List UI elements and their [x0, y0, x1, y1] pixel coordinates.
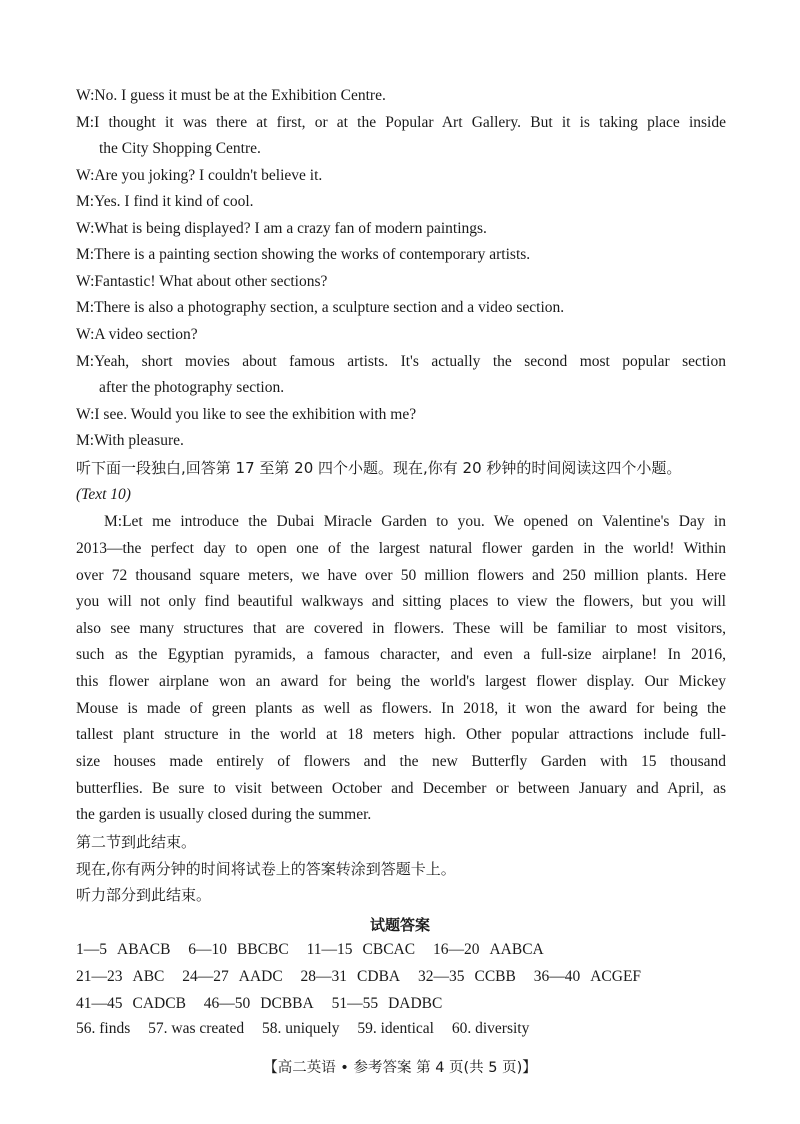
answer-group: 1—5 ABACB [76, 941, 171, 958]
answer-group: 21—23 ABC [76, 968, 165, 985]
dialogue-line: W:Fantastic! What about other sections? [76, 273, 328, 290]
dialogue-line: M:I thought it was there at first, or at the Popular Art Gallery. But it is taking place inside [76, 114, 726, 131]
fill-answer-row [76, 1020, 543, 1038]
monologue-line: also see many structures that are covered in flowers. These will be familiar to most visitors, [76, 620, 726, 637]
monologue-line: such as the Egyptian pyramids, a famous character, and even a full-size airplane! In 2016, [76, 646, 726, 663]
page-footer: 【高二英语 • 参考答案 第 4 页(共 5 页)】 [263, 1060, 537, 1076]
fill-answer: 60. diversity [451, 1020, 530, 1037]
text-label: (Text 10) [76, 486, 131, 503]
answer-group: 32—35 CCBB [418, 968, 516, 985]
dialogue-line: W:No. I guess it must be at the Exhibition Centre. [76, 87, 386, 104]
answer-row [76, 940, 558, 960]
dialogue-continuation: the City Shopping Centre. [99, 140, 261, 157]
dialogue-line: M:With pleasure. [76, 432, 184, 449]
monologue-line: Mouse is made of green plants as well as flowers. In 2018, it won the award for being the [76, 700, 726, 717]
dialogue-continuation: after the photography section. [99, 379, 285, 396]
answer-group: 6—10 BBCBC [188, 941, 289, 958]
answer-group: 46—50 DCBBA [203, 995, 314, 1012]
answer-group: 24—27 AADC [182, 968, 283, 985]
monologue-line: tallest plant structure in the world at 18 meters high. Other popular attractions include full- [76, 726, 726, 743]
answer-group: 16—20 AABCA [432, 941, 544, 958]
monologue-line: you will not only find beautiful walkways and sitting places to view the flowers, but you will [76, 593, 726, 610]
monologue-line: butterflies. Be sure to visit between October and December or between January and April, as [76, 780, 726, 797]
answer-group: 28—31 CDBA [300, 968, 401, 985]
answer-group: 41—45 CADCB [76, 995, 186, 1012]
answer-row [76, 967, 655, 987]
fill-answer: 56. finds [76, 1020, 131, 1037]
listening-instruction: 听下面一段独白,回答第 17 至第 20 四个小题。现在,你有 20 秒钟的时间阅读这四个小题。 [76, 459, 682, 477]
closing-line: 听力部分到此结束。 [76, 886, 212, 904]
monologue-line: this flower airplane won an award for being the world's largest flower display. Our Mickey [76, 673, 726, 690]
monologue-line: the garden is usually closed during the summer. [76, 806, 372, 823]
answer-group: 51—55 DADBC [331, 995, 443, 1012]
answers-heading: 试题答案 [369, 916, 430, 934]
answer-row [76, 994, 456, 1014]
answer-group: 11—15 CBCAC [306, 941, 416, 958]
closing-line: 现在,你有两分钟的时间将试卷上的答案转涂到答题卡上。 [76, 860, 456, 878]
dialogue-line: W:Are you joking? I couldn't believe it. [76, 167, 323, 184]
dialogue-line: M:Yes. I find it kind of cool. [76, 193, 254, 210]
monologue-line: size houses made entirely of flowers and the new Butterfly Garden with 15 thousand [76, 753, 726, 770]
monologue-line: over 72 thousand square meters, we have over 50 million flowers and 250 million plants. Here [76, 567, 726, 584]
fill-answer: 57. was created [148, 1020, 245, 1037]
dialogue-line: W:I see. Would you like to see the exhibition with me? [76, 406, 417, 423]
fill-answer: 58. uniquely [261, 1020, 340, 1037]
closing-line: 第二节到此结束。 [76, 833, 197, 851]
dialogue-line: W:A video section? [76, 326, 198, 343]
dialogue-line: M:There is also a photography section, a sculpture section and a video section. [76, 299, 565, 316]
fill-answer: 59. identical [357, 1020, 434, 1037]
monologue-line: M:Let me introduce the Dubai Miracle Garden to you. We opened on Valentine's Day in [104, 513, 726, 530]
dialogue-line: M:Yeah, short movies about famous artists. It's actually the second most popular section [76, 353, 726, 370]
answer-group: 36—40 ACGEF [533, 968, 642, 985]
dialogue-line: W:What is being displayed? I am a crazy fan of modern paintings. [76, 220, 487, 237]
dialogue-line: M:There is a painting section showing the works of contemporary artists. [76, 246, 531, 263]
monologue-line: 2013—the perfect day to open one of the largest natural flower garden in the world! Within [76, 540, 726, 557]
